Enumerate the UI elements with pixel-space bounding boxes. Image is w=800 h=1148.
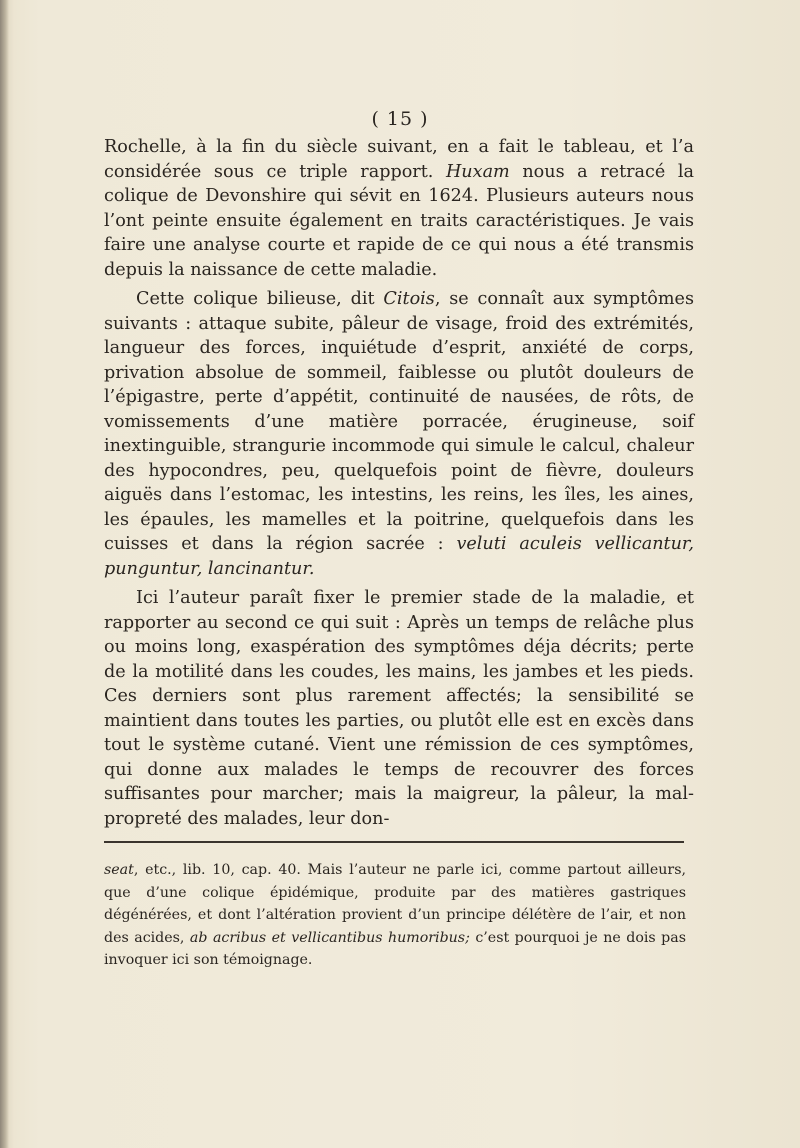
main-text (104, 135, 694, 831)
footnote-text-3: c’est pourquoi je ne dois pas invoquer ici son témoignage. (104, 929, 686, 968)
page-binding-edge (0, 0, 9, 1148)
latin-quotation: veluti aculeis vellicantur, punguntur, lancinantur. (104, 534, 694, 579)
paragraph-3 (104, 586, 694, 831)
footnote-separator-rule (104, 841, 684, 843)
footnote-text-2: , etc., lib. 10, cap. 40. Mais l’auteur ne parle ici, comme partout ailleurs, que d’une colique épidémique, produite par des matières gastriques dégénérées, et dont l’altération provient d’un principe délétère de l’air, et non des acides, (104, 862, 686, 946)
paragraph-3-text-1: Ici l’auteur paraît fixer le premier stade de la maladie, et rapporter au second ce qui suit : Après un temps de relâche plus ou moins long, exaspération des symptômes déja décrits; perte de la motilité dans les coudes, les mains, les jambes et les pieds. Ces derniers sont plus rarement affectés; la sensibilité se maintient dans toutes les parties, ou plutôt elle est en excès dans tout le système cutané. Vient une rémission de ces symptômes, qui donne aux malades le temps de recouvrer des forces suffisantes pour marcher; mais la maigreur, la pâleur, la mal-propreté des malades, leur don- (104, 588, 694, 829)
author-name-citois: Citois (383, 289, 435, 309)
footnote (104, 859, 686, 972)
paragraph-1 (104, 135, 694, 282)
footnote-latin-phrase: ab acribus et vellicantibus humoribus; (189, 929, 470, 946)
paragraph-2-text-1: Cette colique bilieuse, dit (136, 289, 384, 309)
paragraph-2-text-2: , se connaît aux symptômes suivants : attaque subite, pâleur de visage, froid des extrémités, langueur des forces, inquiétude d’esprit, anxiété de corps, privation absolue de sommeil, faiblesse ou plutôt douleurs de l’épigastre, perte d’appétit, continuité de nausées, de rôts, de vomissements d’une matière porracée, érugineuse, soif inextinguible, strangurie incommode qui simule le calcul, chaleur des hypocondres, peu, quelquefois point de fièvre, douleurs aiguës dans l’estomac, les intestins, les reins, les îles, les aines, les épaules, les mamelles et la poitrine, quelquefois dans les cuisses et dans la région sacrée : (104, 289, 694, 554)
page-number: ( 15 ) (371, 108, 429, 130)
paragraph-2 (104, 287, 694, 581)
footnote-text-1: seat (104, 862, 134, 878)
paragraph-1-text-2: nous a retracé la colique de Devonshire qui sévit en 1624. Plusieurs auteurs nous l’ont peinte ensuite également en traits caractéristiques. Je vais faire une analyse courte et rapide de ce qui nous a été transmis depuis la naissance de cette maladie. (104, 161, 694, 280)
paragraph-1-text-1: Rochelle, à la fin du siècle suivant, en a fait le tableau, et l’a considérée sous ce triple rapport. (104, 137, 694, 182)
author-name-huxam: Huxam (445, 161, 510, 182)
